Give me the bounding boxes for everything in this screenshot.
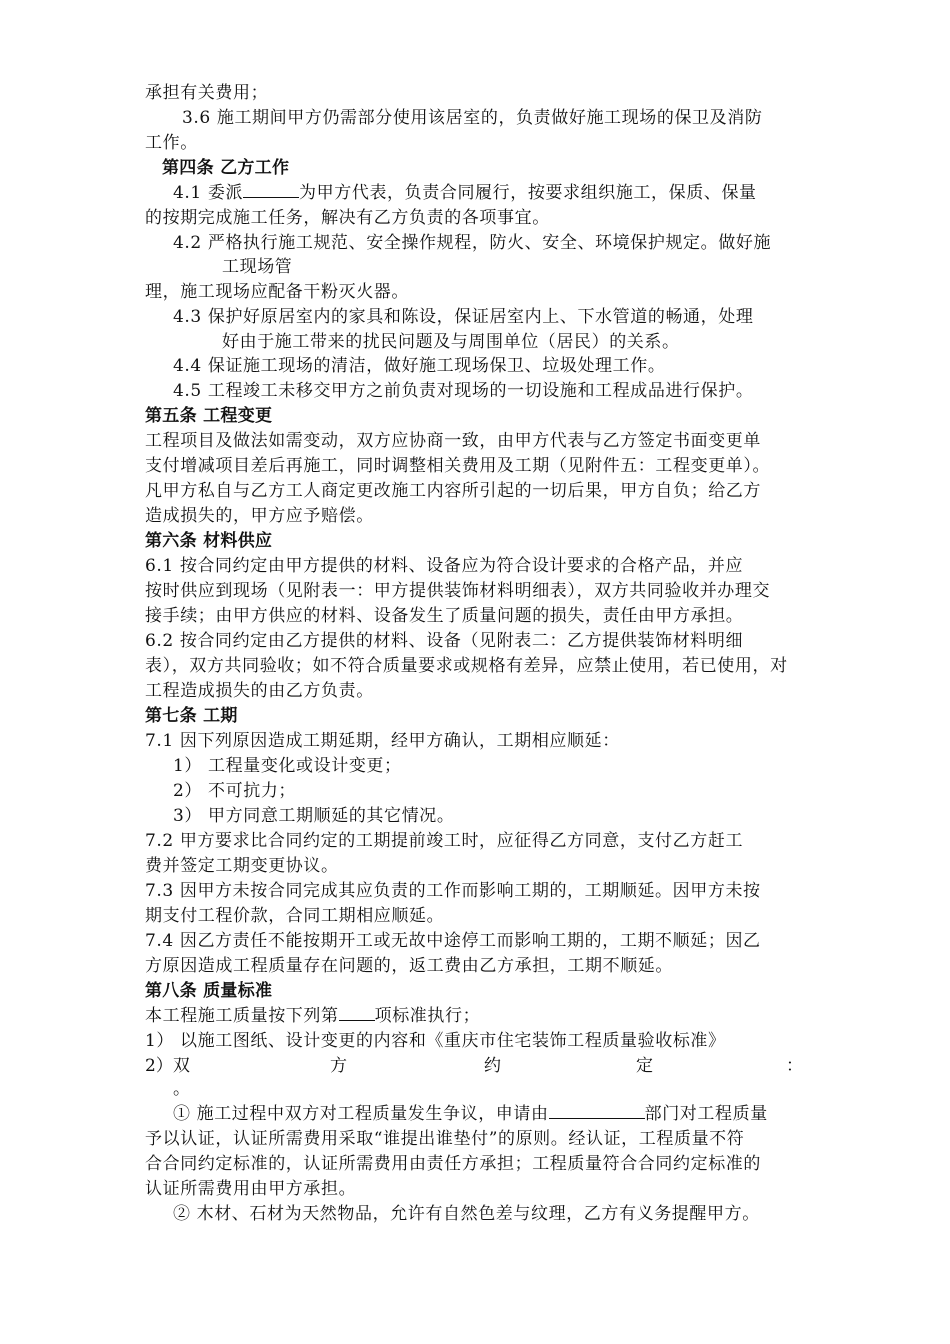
text-line: 工程项目及做法如需变动，双方应协商一致，由甲方代表与乙方签定书面变更单 xyxy=(145,431,761,451)
text-line: 表），双方共同验收；如不符合质量要求或规格有差异，应禁止使用，若已使用，对 xyxy=(145,656,788,676)
text-segment: ① 施工过程中双方对工程质量发生争议，申请由 xyxy=(173,1104,549,1124)
text-segment: 方 xyxy=(330,1056,347,1076)
text-segment: 4.1 委派 xyxy=(173,183,244,203)
list-item: 3） 甲方同意工期顺延的其它情况。 xyxy=(173,806,455,826)
text-segment: 2）双 xyxy=(145,1056,190,1076)
clause-3-6: 3.6 施工期间甲方仍需部分使用该居室的，负责做好施工现场的保卫及消防 xyxy=(182,108,763,128)
quality-standard-line xyxy=(145,1003,480,1029)
fill-in-blank xyxy=(339,1005,375,1021)
clause-4-2: 4.2 严格执行施工规范、安全操作规程，防火、安全、环境保护规定。做好施 xyxy=(173,233,772,253)
text-line: 理，施工现场应配备干粉灭火器。 xyxy=(145,282,409,302)
text-line: 期支付工程价款，合同工期相应顺延。 xyxy=(145,906,445,926)
text-line: 造成损失的，甲方应予赔偿。 xyxy=(145,506,374,526)
text-line: 合合同约定标准的，认证所需费用由责任方承担；工程质量符合合同约定标准的 xyxy=(145,1154,761,1174)
clause-4-3: 4.3 保护好原居室内的家具和陈设，保证居室内上、下水管道的畅通，处理 xyxy=(173,307,754,327)
section-heading-4: 第四条 乙方工作 xyxy=(162,158,290,178)
fill-in-blank xyxy=(243,182,299,198)
fill-in-blank xyxy=(549,1103,645,1119)
clause-7-4: 7.4 因乙方责任不能按期开工或无故中途停工而影响工期的，工期不顺延；因乙 xyxy=(145,931,761,951)
section-heading-6: 第六条 材料供应 xyxy=(145,531,273,551)
text-line: 。 xyxy=(173,1079,191,1099)
text-line: 凡甲方私自与乙方工人商定更改施工内容所引起的一切后果，甲方自负；给乙方 xyxy=(145,481,761,501)
list-item: 1） 以施工图纸、设计变更的内容和《重庆市住宅装饰工程质量验收标准》 xyxy=(145,1031,726,1051)
clause-4-5: 4.5 工程竣工未移交甲方之前负责对现场的一切设施和工程成品进行保护。 xyxy=(173,381,754,401)
clause-4-1 xyxy=(173,180,757,206)
text-segment: 部门对工程质量 xyxy=(644,1104,768,1124)
text-line: 的按期完成施工任务，解决有乙方负责的各项事宜。 xyxy=(145,208,550,228)
list-item: 1） 工程量变化或设计变更； xyxy=(173,756,402,776)
text-line: 按时供应到现场（见附表一：甲方提供装饰材料明细表），双方共同验收并办理交 xyxy=(145,581,771,601)
text-segment: 为甲方代表，负责合同履行，按要求组织施工，保质、保量 xyxy=(299,183,757,203)
text-segment: 定 xyxy=(636,1056,653,1076)
text-line: 接手续；由甲方供应的材料、设备发生了质量问题的损失，责任由甲方承担。 xyxy=(145,606,744,626)
text-line: 工程造成损失的由乙方负责。 xyxy=(145,681,374,701)
item-circle-1 xyxy=(173,1101,768,1127)
text-line: 费并签定工期变更协议。 xyxy=(145,856,339,876)
section-heading-5: 第五条 工程变更 xyxy=(145,406,273,426)
clause-7-1: 7.1 因下列原因造成工期延期，经甲方确认，工期相应顺延： xyxy=(145,731,620,751)
list-item: 2） 不可抗力； xyxy=(173,781,297,801)
text-line: 予以认证，认证所需费用采取“谁提出谁垫付”的原则。经认证，工程质量不符 xyxy=(145,1129,745,1149)
text-line: 工作。 xyxy=(145,133,198,153)
item-circle-2: ② 木材、石材为天然物品，允许有自然色差与纹理，乙方有义务提醒甲方。 xyxy=(173,1204,760,1224)
text-line: 方原因造成工程质量存在问题的，返工费由乙方承担，工期不顺延。 xyxy=(145,956,673,976)
text-segment: 项标准执行； xyxy=(374,1006,481,1026)
text-line: 工现场管 xyxy=(222,257,293,277)
text-line: 认证所需费用由甲方承担。 xyxy=(145,1179,357,1199)
clause-7-3: 7.3 因甲方未按合同完成其应负责的工作而影响工期的，工期顺延。因甲方未按 xyxy=(145,881,761,901)
section-heading-8: 第八条 质量标准 xyxy=(145,981,273,1001)
clause-7-2: 7.2 甲方要求比合同约定的工期提前竣工时，应征得乙方同意，支付乙方赶工 xyxy=(145,831,744,851)
text-line: 承担有关费用； xyxy=(145,83,269,103)
section-heading-7: 第七条 工期 xyxy=(145,706,238,726)
clause-4-4: 4.4 保证施工现场的清洁，做好施工现场保卫、垃圾处理工作。 xyxy=(173,356,666,376)
clause-6-2: 6.2 按合同约定由乙方提供的材料、设备（见附表二：乙方提供装饰材料明细 xyxy=(145,631,744,651)
text-segment: ： xyxy=(786,1056,803,1076)
clause-6-1: 6.1 按合同约定由甲方提供的材料、设备应为符合设计要求的合格产品，并应 xyxy=(145,556,744,576)
text-segment: 约 xyxy=(484,1056,501,1076)
text-line: 好由于施工带来的扰民问题及与周围单位（居民）的关系。 xyxy=(222,332,680,352)
text-segment: 本工程施工质量按下列第 xyxy=(145,1006,339,1026)
text-line: 支付增减项目差后再施工，同时调整相关费用及工期（见附件五：工程变更单）。 xyxy=(145,456,771,476)
